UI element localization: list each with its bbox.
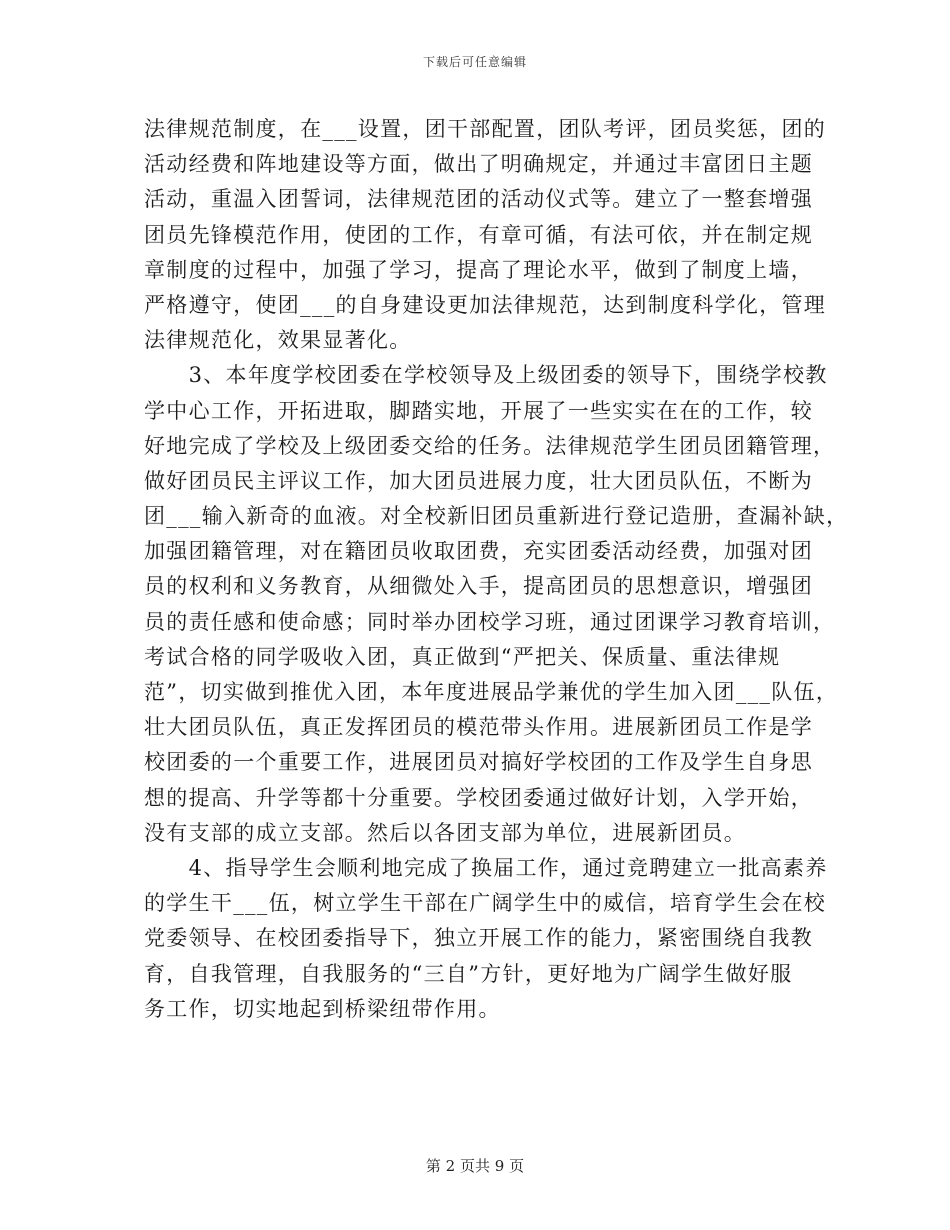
text-line: 3、本年度学校团委在学校领导及上级团委的领导下，围绕学校教 xyxy=(144,363,828,388)
text-line: 壮大团员队伍，真正发挥团员的模范带头作用。进展新团员工作是学 xyxy=(144,715,813,740)
text-line: 党委领导、在校团委指导下，独立开展工作的能力，紧密围绕自我教 xyxy=(144,926,813,951)
document-body xyxy=(144,112,849,1027)
text-line: 员的权利和义务教育，从细微处入手，提高团员的思想意识，增强团 xyxy=(144,574,813,599)
page-number: 第 2 页共 9 页 xyxy=(425,1157,525,1175)
text-line: 想的提高、升学等都十分重要。学校团委通过做好计划，入学开始， xyxy=(144,785,813,810)
text-line: 严格遵守，使团___的自身建设更加法律规范，达到制度科学化，管理 xyxy=(144,292,827,317)
text-line: 育，自我管理，自我服务的“三自”方针，更好地为广阔学生做好服 xyxy=(144,961,793,986)
text-line: 加强团籍管理，对在籍团员收取团费，充实团委活动经费，加强对团 xyxy=(144,539,813,564)
text-line: 4、指导学生会顺利地完成了换届工作，通过竞聘建立一批高素养 xyxy=(144,855,828,880)
text-line: 务工作，切实地起到桥梁纽带作用。 xyxy=(144,996,501,1021)
text-line: 没有支部的成立支部。然后以各团支部为单位，进展新团员。 xyxy=(144,820,747,845)
text-line: 学中心工作，开拓进取，脚踏实地，开展了一些实实在在的工作，较 xyxy=(144,398,813,423)
text-line: 考试合格的同学吸收入团，真正做到“严把关、保质量、重法律规 xyxy=(144,644,781,669)
text-line: 校团委的一个重要工作，进展团员对搞好学校团的工作及学生自身思 xyxy=(144,750,813,775)
text-line: 团___输入新奇的血液。对全校新旧团员重新进行登记造册，查漏补缺， xyxy=(144,504,849,529)
text-line: 员的责任感和使命感；同时举办团校学习班，通过团课学习教育培训， xyxy=(144,609,836,634)
text-line: 法律规范制度，在___设置，团干部配置，团队考评，团员奖惩，团的 xyxy=(144,117,827,141)
text-line: 好地完成了学校及上级团委交给的任务。法律规范学生团员团籍管理， xyxy=(144,433,836,458)
text-line: 团员先锋模范作用，使团的工作，有章可循，有法可依，并在制定规 xyxy=(144,222,813,247)
text-line: 范”，切实做到推优入团，本年度进展品学兼优的学生加入团___队伍， xyxy=(144,680,839,704)
text-line: 活动，重温入团誓词，法律规范团的活动仪式等。建立了一整套增强 xyxy=(144,187,813,212)
text-line: 做好团员民主评议工作，加大团员进展力度，壮大团员队伍，不断为 xyxy=(144,468,813,493)
text-line: 法律规范化，效果显著化。 xyxy=(144,328,412,353)
text-line: 章制度的过程中，加强了学习，提高了理论水平，做到了制度上墙， xyxy=(144,257,813,282)
text-line: 的学生干___伍，树立学生干部在广阔学生中的威信，培育学生会在校 xyxy=(144,891,827,916)
text-line: 活动经费和阵地建设等方面，做出了明确规定，并通过丰富团日主题 xyxy=(144,152,813,177)
page-header-note: 下载后可任意编辑 xyxy=(422,55,527,69)
